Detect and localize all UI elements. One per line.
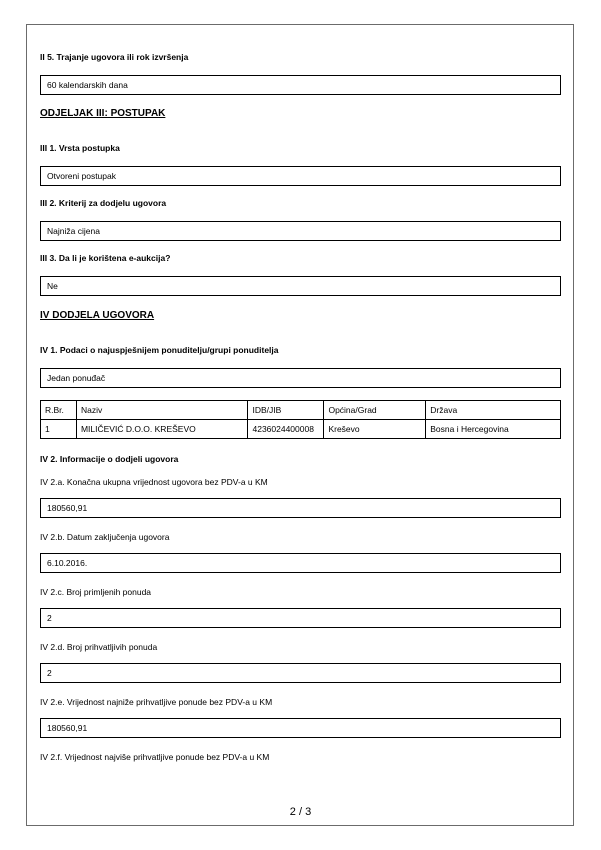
field-procedure-type: Otvoreni postupak xyxy=(40,166,561,186)
label-acceptable-bids: IV 2.d. Broj prihvatljivih ponuda xyxy=(40,642,158,652)
label-procedure-type: III 1. Vrsta postupka xyxy=(40,143,120,153)
table-header-cell: IDB/JIB xyxy=(248,401,324,420)
table-row xyxy=(41,420,561,439)
field-bidder-type: Jedan ponuđač xyxy=(40,368,561,388)
field-award-criterion: Najniža cijena xyxy=(40,221,561,241)
label-e-auction: III 3. Da li je korištena e-aukcija? xyxy=(40,253,171,263)
table-cell: 4236024400008 xyxy=(248,420,324,439)
table-header-cell: Država xyxy=(426,401,561,420)
field-contract-duration: 60 kalendarskih dana xyxy=(40,75,561,95)
field-final-value: 180560,91 xyxy=(40,498,561,518)
label-award-info: IV 2. Informacije o dodjeli ugovora xyxy=(40,454,179,464)
label-lowest-bid: IV 2.e. Vrijednost najniže prihvatljive ponude bez PDV-a u KM xyxy=(40,697,273,707)
section-title-procedure: ODJELJAK III: POSTUPAK xyxy=(40,108,166,119)
field-received-bids: 2 xyxy=(40,608,561,628)
label-contract-duration: II 5. Trajanje ugovora ili rok izvršenja xyxy=(40,52,189,62)
label-highest-bid: IV 2.f. Vrijednost najviše prihvatljive ponude bez PDV-a u KM xyxy=(40,752,270,762)
table-header-cell: Općina/Grad xyxy=(324,401,426,420)
label-best-bidder: IV 1. Podaci o najuspješnijem ponuditelju/grupi ponuditelja xyxy=(40,345,279,355)
label-contract-date: IV 2.b. Datum zaključenja ugovora xyxy=(40,532,170,542)
table-cell: 1 xyxy=(41,420,77,439)
table-header-cell: Naziv xyxy=(76,401,248,420)
field-lowest-bid: 180560,91 xyxy=(40,718,561,738)
label-final-value: IV 2.a. Konačna ukupna vrijednost ugovora bez PDV-a u KM xyxy=(40,477,268,487)
label-received-bids: IV 2.c. Broj primljenih ponuda xyxy=(40,587,152,597)
section-title-award: IV DODJELA UGOVORA xyxy=(40,310,155,321)
field-e-auction: Ne xyxy=(40,276,561,296)
page-number: 2 / 3 xyxy=(289,806,312,818)
field-contract-date: 6.10.2016. xyxy=(40,553,561,573)
awardee-table xyxy=(40,400,561,439)
table-header-row xyxy=(41,401,561,420)
table-cell: Kreševo xyxy=(324,420,426,439)
table-cell: MILIČEVIĆ D.O.O. KREŠEVO xyxy=(76,420,248,439)
field-acceptable-bids: 2 xyxy=(40,663,561,683)
label-award-criterion: III 2. Kriterij za dodjelu ugovora xyxy=(40,198,167,208)
table-cell: Bosna i Hercegovina xyxy=(426,420,561,439)
table-header-cell: R.Br. xyxy=(41,401,77,420)
